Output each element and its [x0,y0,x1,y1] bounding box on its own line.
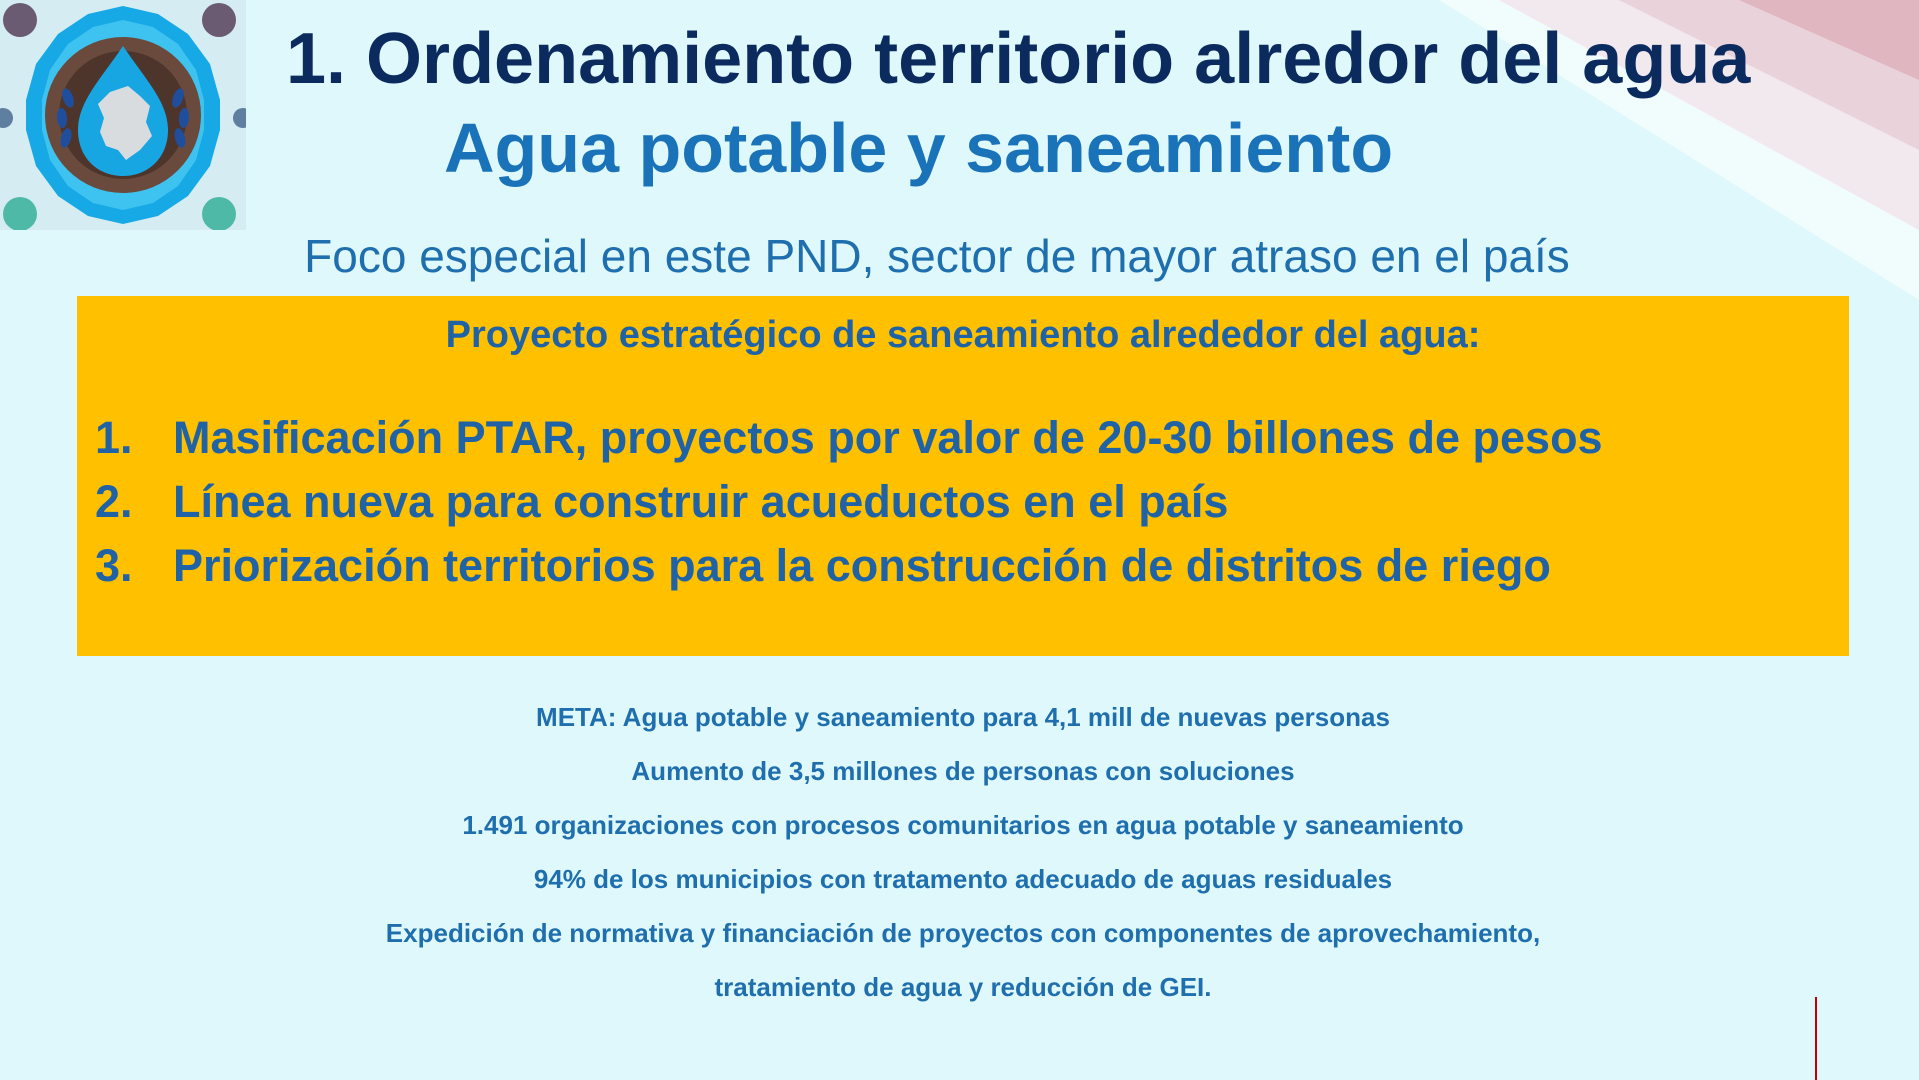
goals-list [0,690,1919,1014]
strategic-project-box [77,296,1849,656]
project-item-acueductos [95,470,1603,534]
page-subtitle: Agua potable y saneamiento [444,109,1394,187]
focus-statement: Foco especial en este PND, sector de mayor atraso en el país [304,230,1570,282]
strategic-project-heading: Proyecto estratégico de saneamiento alrededor del agua: [445,314,1481,356]
goal-municipalities: 94% de los municipios con tratamento adecuado de aguas residuales [533,864,1393,894]
goal-meta: META: Agua potable y saneamiento para 4,1 mill de nuevas personas [536,702,1390,732]
project-item-riego [95,534,1603,598]
page-title: 1. Ordenamiento territorio alredor del agua [286,19,1751,99]
water-drop-colombia-map-icon [0,0,246,230]
project-item-text: Priorización territorios para la construcción de distritos de riego [173,540,1551,591]
goal-regulation-continued: tratamiento de agua y reducción de GEI. [714,972,1212,1002]
project-item-number: 2. [95,476,133,527]
divider-line [1815,997,1817,1080]
project-item-number: 1. [95,412,133,463]
project-item-number: 3. [95,540,133,591]
goal-regulation: Expedición de normativa y financiación de proyectos con componentes de aprovechamiento, [385,918,1541,948]
project-item-ptar [95,406,1603,470]
goal-organizations: 1.491 organizaciones con procesos comunitarios en agua potable y saneamiento [462,810,1464,840]
project-item-text: Masificación PTAR, proyectos por valor de 20-30 billones de pesos [173,412,1603,463]
goal-increase: Aumento de 3,5 millones de personas con soluciones [631,756,1295,786]
strategic-project-list [95,406,1603,598]
project-item-text: Línea nueva para construir acueductos en el país [173,476,1229,527]
